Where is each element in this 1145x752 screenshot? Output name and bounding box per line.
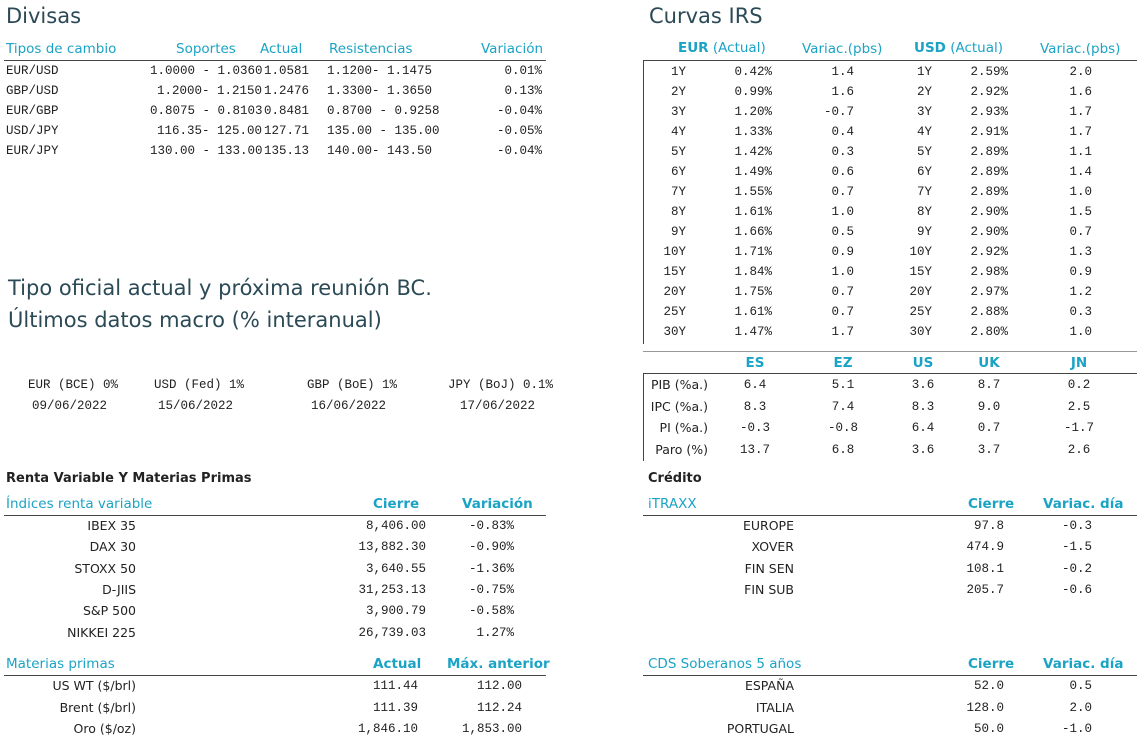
index-name-cell: NIKKEI 225 bbox=[67, 624, 136, 640]
irs-row bbox=[0, 202, 1145, 222]
resistance-cell: 1.1200- 1.1475 bbox=[327, 64, 433, 78]
us-cell: 8.3 bbox=[911, 399, 935, 414]
usd-rate-cell: 2.89% bbox=[970, 145, 1008, 159]
cds-close-header: Cierre bbox=[968, 656, 1015, 672]
itraxx-var-header: Variac. día bbox=[1043, 496, 1124, 512]
bank-meeting-date: 17/06/2022 bbox=[460, 399, 536, 413]
usd-tenor-cell: 7Y bbox=[916, 185, 932, 199]
support-cell: 1.2000- 1.2150 bbox=[156, 84, 262, 98]
pair-cell: GBP/USD bbox=[6, 84, 59, 98]
usd-tenor-cell: 3Y bbox=[916, 105, 932, 119]
eur-var-cell: -0.7 bbox=[823, 105, 854, 119]
cds-var-cell: 2.0 bbox=[1069, 700, 1092, 715]
index-name-cell: IBEX 35 bbox=[87, 518, 136, 533]
credito-title: Crédito bbox=[648, 471, 702, 486]
macro-title-line2: Últimos datos macro (% interanual) bbox=[8, 308, 382, 332]
cds-row bbox=[0, 719, 1145, 739]
renta-var-header: Variación bbox=[462, 496, 533, 512]
eur-var-cell: 0.9 bbox=[831, 245, 854, 259]
mp-actual-header: Actual bbox=[373, 656, 422, 672]
eur-rate-cell: 1.61% bbox=[734, 305, 772, 319]
irs-usd-var-header: Variac.(pbs) bbox=[1040, 41, 1121, 57]
index-close-cell: 13,882.30 bbox=[358, 540, 426, 555]
usd-tenor-cell: 20Y bbox=[909, 285, 932, 299]
usd-tenor-cell: 2Y bbox=[916, 85, 932, 99]
renta-close-header: Cierre bbox=[373, 496, 420, 512]
index-close-cell: 8,406.00 bbox=[365, 519, 426, 533]
eur-tenor-cell: 30Y bbox=[663, 325, 686, 339]
irs-usd-label: USD bbox=[914, 40, 946, 56]
usd-tenor-cell: 30Y bbox=[909, 325, 932, 339]
pair-cell: EUR/JPY bbox=[6, 144, 59, 158]
indicator-cell: PIB (%a.) bbox=[650, 377, 708, 392]
irs-row bbox=[0, 82, 1145, 102]
eur-tenor-cell: 1Y bbox=[670, 65, 686, 79]
cds-country-cell: ITALIA bbox=[755, 699, 794, 715]
index-name-cell: STOXX 50 bbox=[74, 560, 136, 576]
index-close-cell: 31,253.13 bbox=[358, 582, 426, 597]
usd-var-cell: 0.9 bbox=[1069, 265, 1092, 279]
eur-rate-cell: 1.33% bbox=[734, 125, 772, 139]
jn-cell: -1.7 bbox=[1063, 421, 1094, 435]
actual-cell: 135.13 bbox=[264, 144, 310, 158]
es-cell: 6.4 bbox=[743, 378, 767, 392]
commodity-name-cell: Brent ($/brl) bbox=[59, 699, 136, 715]
country-header: EZ bbox=[833, 355, 853, 371]
index-close-cell: 3,640.55 bbox=[365, 561, 426, 576]
index-name-cell: S&P 500 bbox=[82, 603, 136, 619]
usd-tenor-cell: 6Y bbox=[916, 165, 932, 179]
usd-rate-cell: 2.88% bbox=[970, 305, 1008, 319]
country-header: ES bbox=[745, 355, 765, 371]
macro-row bbox=[0, 397, 1145, 417]
mp-max-header: Máx. anterior bbox=[447, 656, 550, 672]
macro-row bbox=[0, 418, 1145, 438]
us-cell: 3.6 bbox=[911, 378, 935, 392]
usd-var-cell: 1.4 bbox=[1069, 165, 1092, 179]
cds-close-cell: 128.0 bbox=[966, 700, 1004, 715]
macro-row bbox=[0, 375, 1145, 395]
irs-eur-sub: (Actual) bbox=[712, 40, 766, 56]
support-cell: 0.8075 - 0.8103 bbox=[150, 104, 263, 118]
us-cell: 3.6 bbox=[911, 442, 935, 457]
resistance-cell: 140.00- 143.50 bbox=[327, 144, 433, 158]
eur-tenor-cell: 20Y bbox=[663, 285, 686, 299]
eur-rate-cell: 1.61% bbox=[734, 205, 772, 219]
es-cell: 13.7 bbox=[739, 442, 770, 457]
eur-var-cell: 1.6 bbox=[831, 85, 854, 99]
index-var-cell: -1.36% bbox=[468, 561, 514, 576]
commodity-actual-cell: 1,846.10 bbox=[357, 722, 418, 736]
bank-meeting-date: 09/06/2022 bbox=[32, 399, 108, 413]
uk-cell: 3.7 bbox=[977, 442, 1001, 457]
usd-var-cell: 1.0 bbox=[1069, 325, 1092, 339]
actual-cell: 1.0581 bbox=[264, 64, 310, 78]
eur-tenor-cell: 7Y bbox=[670, 185, 686, 199]
pair-cell: USD/JPY bbox=[6, 124, 59, 138]
es-cell: 8.3 bbox=[743, 399, 767, 414]
eur-tenor-cell: 8Y bbox=[670, 205, 686, 219]
usd-tenor-cell: 5Y bbox=[916, 145, 932, 159]
irs-eur-header bbox=[678, 40, 766, 56]
actual-cell: 0.8481 bbox=[264, 104, 310, 118]
irs-title: Curvas IRS bbox=[649, 4, 763, 28]
divisas-title: Divisas bbox=[6, 4, 82, 28]
renta-title: Renta Variable Y Materias Primas bbox=[6, 471, 252, 486]
cds-var-cell: -1.0 bbox=[1061, 722, 1092, 736]
eur-var-cell: 0.7 bbox=[831, 285, 854, 299]
commodity-name-cell: US WT ($/brl) bbox=[52, 678, 136, 693]
eur-rate-cell: 0.42% bbox=[734, 65, 772, 79]
eur-rate-cell: 1.20% bbox=[734, 105, 772, 119]
divisas-header-tipos: Tipos de cambio bbox=[6, 41, 117, 57]
jn-cell: 0.2 bbox=[1067, 378, 1091, 392]
itraxx-var-cell: -0.6 bbox=[1061, 582, 1092, 597]
uk-cell: 9.0 bbox=[977, 399, 1001, 414]
eur-var-cell: 0.7 bbox=[831, 185, 854, 199]
jn-cell: 2.5 bbox=[1067, 399, 1091, 414]
variation-cell: -0.05% bbox=[496, 124, 542, 138]
usd-tenor-cell: 25Y bbox=[909, 305, 932, 319]
indicator-cell: PI (%a.) bbox=[659, 420, 708, 435]
usd-rate-cell: 2.90% bbox=[970, 225, 1008, 239]
eur-rate-cell: 1.47% bbox=[734, 325, 772, 339]
irs-eur-var-header: Variac.(pbs) bbox=[802, 41, 883, 57]
uk-cell: 8.7 bbox=[977, 378, 1001, 392]
jn-cell: 2.6 bbox=[1067, 442, 1091, 457]
support-cell: 116.35- 125.00 bbox=[156, 124, 262, 138]
itraxx-close-cell: 97.8 bbox=[973, 519, 1004, 533]
eur-tenor-cell: 5Y bbox=[670, 145, 686, 159]
usd-var-cell: 1.5 bbox=[1069, 205, 1092, 219]
resistance-cell: 135.00 - 135.00 bbox=[327, 124, 440, 138]
usd-rate-cell: 2.97% bbox=[970, 285, 1008, 299]
bank-rate-label: EUR (BCE) 0% bbox=[28, 378, 119, 392]
us-cell: 6.4 bbox=[911, 421, 935, 435]
eur-var-cell: 1.7 bbox=[831, 325, 854, 339]
ez-cell: -0.8 bbox=[827, 421, 858, 435]
cds-row bbox=[0, 698, 1145, 718]
itraxx-close-cell: 108.1 bbox=[966, 561, 1004, 576]
country-header: US bbox=[912, 355, 934, 371]
index-close-cell: 3,900.79 bbox=[365, 604, 426, 619]
macro-title-line1: Tipo oficial actual y próxima reunión BC. bbox=[8, 276, 432, 300]
irs-row bbox=[0, 122, 1145, 142]
usd-rate-cell: 2.93% bbox=[970, 105, 1008, 119]
itraxx-row bbox=[0, 580, 1145, 600]
cds-country-cell: ESPAÑA bbox=[744, 678, 794, 693]
usd-var-cell: 1.7 bbox=[1069, 105, 1092, 119]
usd-rate-cell: 2.91% bbox=[970, 125, 1008, 139]
indicator-cell: IPC (%a.) bbox=[650, 398, 708, 414]
actual-cell: 127.71 bbox=[264, 124, 310, 138]
itraxx-var-cell: -0.2 bbox=[1061, 561, 1092, 576]
itraxx-header: iTRAXX bbox=[648, 496, 697, 512]
macro-divider-top bbox=[643, 351, 1137, 352]
usd-var-cell: 1.7 bbox=[1069, 125, 1092, 139]
index-var-cell: -0.58% bbox=[468, 604, 514, 619]
variation-cell: -0.04% bbox=[496, 144, 542, 158]
eur-rate-cell: 1.75% bbox=[734, 285, 772, 299]
usd-var-cell: 1.6 bbox=[1069, 85, 1092, 99]
eur-tenor-cell: 3Y bbox=[670, 105, 686, 119]
itraxx-var-cell: -1.5 bbox=[1061, 540, 1092, 555]
bank-meeting-date: 16/06/2022 bbox=[311, 399, 387, 413]
divisas-header-variacion: Variación bbox=[481, 41, 544, 57]
eur-tenor-cell: 25Y bbox=[663, 305, 686, 319]
itraxx-var-cell: -0.3 bbox=[1061, 519, 1092, 533]
irs-divider-top bbox=[643, 60, 1137, 61]
support-cell: 1.0000 - 1.0360 bbox=[150, 64, 263, 78]
eur-rate-cell: 1.66% bbox=[734, 225, 772, 239]
commodity-max-cell: 112.24 bbox=[476, 700, 522, 715]
ez-cell: 5.1 bbox=[831, 378, 855, 392]
index-name-cell: DAX 30 bbox=[89, 539, 136, 555]
cds-country-cell: PORTUGAL bbox=[726, 721, 794, 736]
itraxx-close-header: Cierre bbox=[968, 496, 1015, 512]
irs-row bbox=[0, 102, 1145, 122]
cds-var-header: Variac. día bbox=[1043, 656, 1124, 672]
index-name-cell: D-JIIS bbox=[102, 581, 136, 597]
mp-header: Materias primas bbox=[6, 656, 115, 672]
eur-var-cell: 1.0 bbox=[831, 265, 854, 279]
variation-cell: 0.13% bbox=[504, 84, 542, 98]
eur-var-cell: 0.6 bbox=[831, 165, 854, 179]
usd-rate-cell: 2.92% bbox=[970, 85, 1008, 99]
divisas-header-resistencias: Resistencias bbox=[329, 41, 413, 57]
eur-rate-cell: 1.84% bbox=[734, 265, 772, 279]
itraxx-row bbox=[0, 516, 1145, 536]
itraxx-row bbox=[0, 559, 1145, 579]
commodity-actual-cell: 111.44 bbox=[372, 679, 418, 693]
usd-rate-cell: 2.80% bbox=[970, 325, 1008, 339]
bank-meeting-date: 15/06/2022 bbox=[158, 399, 234, 413]
eur-var-cell: 1.0 bbox=[831, 205, 854, 219]
eur-rate-cell: 1.49% bbox=[734, 165, 772, 179]
usd-var-cell: 1.1 bbox=[1069, 145, 1092, 159]
macro-row bbox=[0, 440, 1145, 460]
eur-rate-cell: 0.99% bbox=[734, 85, 772, 99]
usd-tenor-cell: 10Y bbox=[909, 245, 932, 259]
ez-cell: 7.4 bbox=[831, 399, 855, 414]
macro-divider bbox=[643, 373, 1137, 374]
itraxx-close-cell: 474.9 bbox=[966, 540, 1004, 555]
usd-var-cell: 0.7 bbox=[1069, 225, 1092, 239]
usd-tenor-cell: 1Y bbox=[916, 65, 932, 79]
itraxx-name-cell: XOVER bbox=[751, 539, 794, 555]
commodity-name-cell: Oro ($/oz) bbox=[73, 721, 136, 736]
irs-usd-header bbox=[914, 40, 1003, 56]
ez-cell: 6.8 bbox=[831, 442, 855, 457]
irs-row bbox=[0, 242, 1145, 262]
eur-tenor-cell: 9Y bbox=[670, 225, 686, 239]
eur-var-cell: 0.5 bbox=[831, 225, 854, 239]
index-var-cell: 1.27% bbox=[476, 625, 514, 640]
eur-tenor-cell: 15Y bbox=[663, 265, 686, 279]
irs-row bbox=[0, 142, 1145, 162]
bank-rate-label: JPY (BoJ) 0.1% bbox=[448, 378, 554, 392]
irs-row bbox=[0, 162, 1145, 182]
usd-var-cell: 1.2 bbox=[1069, 285, 1092, 299]
cds-row bbox=[0, 676, 1145, 696]
actual-cell: 1.2476 bbox=[264, 84, 310, 98]
eur-rate-cell: 1.42% bbox=[734, 145, 772, 159]
irs-eur-label: EUR bbox=[678, 40, 709, 56]
commodity-max-cell: 1,853.00 bbox=[461, 722, 522, 736]
renta-idx-header: Índices renta variable bbox=[6, 496, 153, 512]
usd-rate-cell: 2.92% bbox=[970, 245, 1008, 259]
commodity-actual-cell: 111.39 bbox=[372, 700, 418, 715]
renta-row bbox=[0, 601, 1145, 621]
eur-tenor-cell: 2Y bbox=[670, 85, 686, 99]
uk-cell: 0.7 bbox=[977, 421, 1001, 435]
bank-rate-label: USD (Fed) 1% bbox=[154, 378, 245, 392]
usd-tenor-cell: 4Y bbox=[916, 125, 932, 139]
indicator-cell: Paro (%) bbox=[655, 441, 708, 457]
usd-tenor-cell: 9Y bbox=[916, 225, 932, 239]
variation-cell: -0.04% bbox=[496, 104, 542, 118]
renta-row bbox=[0, 623, 1145, 643]
eur-var-cell: 0.4 bbox=[831, 125, 854, 139]
itraxx-name-cell: FIN SEN bbox=[744, 560, 794, 576]
usd-rate-cell: 2.89% bbox=[970, 165, 1008, 179]
commodity-max-cell: 112.00 bbox=[476, 679, 522, 693]
variation-cell: 0.01% bbox=[504, 64, 542, 78]
itraxx-close-cell: 205.7 bbox=[966, 582, 1004, 597]
usd-rate-cell: 2.90% bbox=[970, 205, 1008, 219]
support-cell: 130.00 - 133.00 bbox=[150, 144, 263, 158]
eur-var-cell: 0.3 bbox=[831, 145, 854, 159]
usd-rate-cell: 2.59% bbox=[970, 65, 1008, 79]
eur-tenor-cell: 4Y bbox=[670, 125, 686, 139]
eur-tenor-cell: 6Y bbox=[670, 165, 686, 179]
usd-rate-cell: 2.98% bbox=[970, 265, 1008, 279]
index-var-cell: -0.90% bbox=[468, 540, 514, 555]
eur-tenor-cell: 10Y bbox=[663, 245, 686, 259]
pair-cell: EUR/USD bbox=[6, 64, 59, 78]
itraxx-row bbox=[0, 537, 1145, 557]
cds-close-cell: 52.0 bbox=[973, 679, 1004, 693]
eur-rate-cell: 1.55% bbox=[734, 185, 772, 199]
eur-var-cell: 0.7 bbox=[831, 305, 854, 319]
usd-var-cell: 1.3 bbox=[1069, 245, 1092, 259]
cds-close-cell: 50.0 bbox=[973, 722, 1004, 736]
usd-var-cell: 0.3 bbox=[1069, 305, 1092, 319]
country-header: UK bbox=[978, 355, 1000, 371]
irs-row bbox=[0, 222, 1145, 242]
index-close-cell: 26,739.03 bbox=[358, 625, 426, 640]
irs-row bbox=[0, 62, 1145, 82]
divisas-header-actual: Actual bbox=[260, 41, 303, 57]
itraxx-name-cell: EUROPE bbox=[742, 518, 794, 533]
resistance-cell: 0.8700 - 0.9258 bbox=[327, 104, 440, 118]
resistance-cell: 1.3300- 1.3650 bbox=[327, 84, 433, 98]
usd-var-cell: 2.0 bbox=[1069, 65, 1092, 79]
index-var-cell: -0.83% bbox=[468, 519, 514, 533]
es-cell: -0.3 bbox=[739, 421, 770, 435]
cds-header: CDS Soberanos 5 años bbox=[648, 656, 802, 672]
eur-var-cell: 1.4 bbox=[831, 65, 854, 79]
irs-row bbox=[0, 182, 1145, 202]
usd-tenor-cell: 15Y bbox=[909, 265, 932, 279]
divisas-header-soportes: Soportes bbox=[176, 41, 236, 57]
irs-usd-sub: (Actual) bbox=[950, 40, 1004, 56]
usd-var-cell: 1.0 bbox=[1069, 185, 1092, 199]
itraxx-name-cell: FIN SUB bbox=[744, 581, 794, 597]
eur-rate-cell: 1.71% bbox=[734, 245, 772, 259]
country-header: JN bbox=[1070, 355, 1088, 371]
bank-rate-label: GBP (BoE) 1% bbox=[307, 378, 398, 392]
usd-tenor-cell: 8Y bbox=[916, 205, 932, 219]
usd-rate-cell: 2.89% bbox=[970, 185, 1008, 199]
pair-cell: EUR/GBP bbox=[6, 104, 59, 118]
index-var-cell: -0.75% bbox=[468, 582, 514, 597]
cds-var-cell: 0.5 bbox=[1069, 679, 1092, 693]
